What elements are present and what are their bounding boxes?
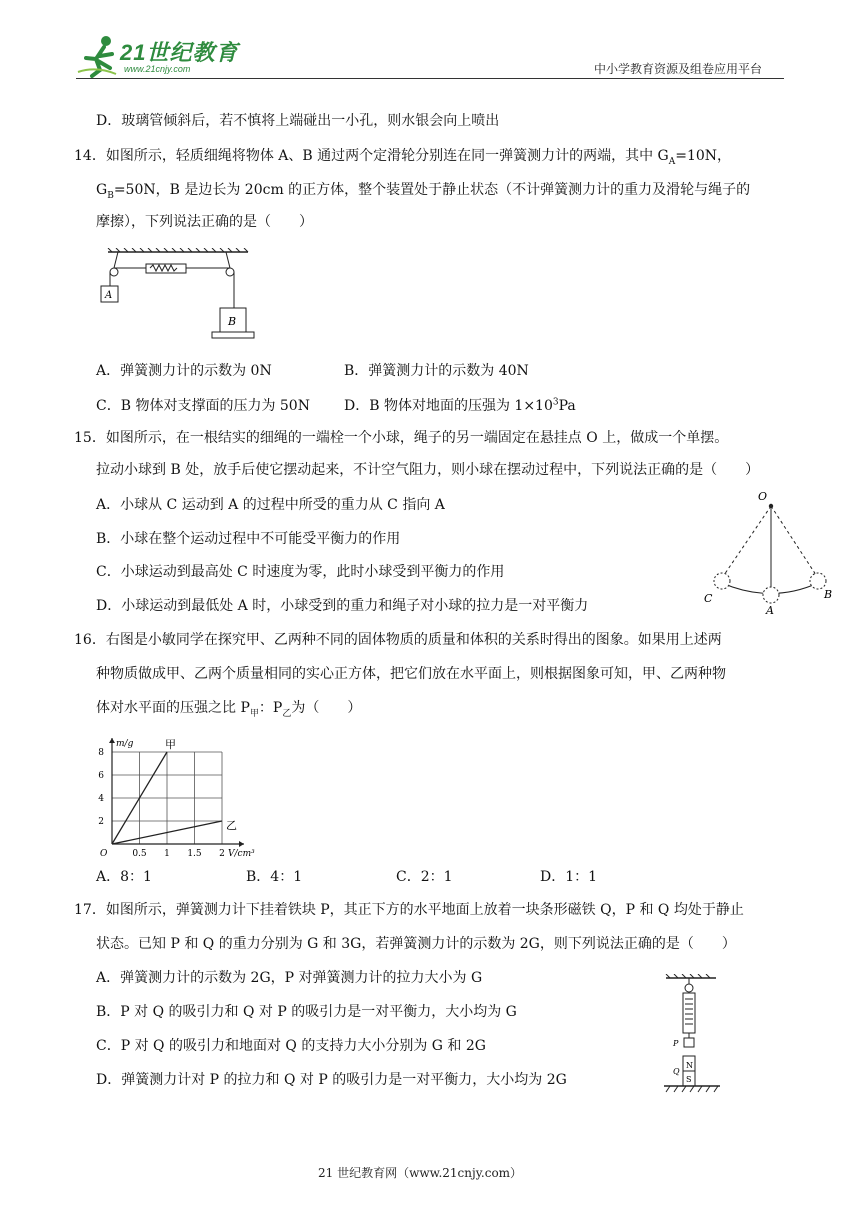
header-platform-name: 中小学教育资源及组卷应用平台 bbox=[594, 62, 763, 76]
q16-line2: 种物质做成甲、乙两个质量相同的实心正方体，把它们放在水平面上，则根据图象可知，甲、乙两种物 bbox=[96, 666, 726, 682]
logo-url: www.21cnjy.com bbox=[124, 64, 191, 74]
q14-option-b: B．弹簧测力计的示数为 40N bbox=[344, 363, 529, 379]
q15-fig-b-label: B bbox=[824, 588, 833, 601]
q17-fig-s-label: S bbox=[686, 1075, 692, 1084]
y-tick-label: 6 bbox=[98, 771, 104, 781]
q15-fig-a-label: A bbox=[766, 604, 774, 616]
q17-spring-magnet-figure bbox=[664, 974, 724, 1098]
series-label-yi: 乙 bbox=[226, 819, 237, 832]
q15-option-b: B．小球在整个运动过程中不可能受平衡力的作用 bbox=[96, 531, 401, 547]
q17-fig-p-label: P bbox=[673, 1039, 679, 1048]
q16-option-c: C．2：1 bbox=[396, 869, 453, 885]
q14-option-d: D．B 物体对地面的压强为 $1\times 10^3Pa$ bbox=[344, 397, 576, 414]
x-axis-label: V/cm³ bbox=[228, 849, 255, 859]
q15-line1: 15．如图所示，在一根结实的细绳的一端栓一个小球，绳子的另一端固定在悬挂点 O 上，做成一个单摆。 bbox=[74, 430, 729, 446]
q17-fig-n-label: N bbox=[686, 1061, 693, 1070]
logo-text: 21世纪教育 bbox=[120, 40, 239, 65]
x-tick-label: 1 bbox=[164, 849, 170, 859]
header-rule bbox=[76, 78, 784, 79]
series-label-jia: 甲 bbox=[165, 738, 176, 751]
q16-line3: 体对水平面的压强之比 $P_甲$：$P_乙$为（ ） bbox=[96, 700, 362, 719]
q16-option-d: D．1：1 bbox=[540, 869, 598, 885]
q14-line1: 14．如图所示，轻质细绳将物体 A、B 通过两个定滑轮分别连在同一弹簧测力计的两端，其中 $G_A=10N$， bbox=[74, 148, 732, 167]
q15-fig-c-label: C bbox=[704, 592, 713, 605]
q17-option-a: A．弹簧测力计的示数为 2G，P 对弹簧测力计的拉力大小为 G bbox=[96, 970, 483, 986]
q15-option-d: D．小球运动到最低处 A 时，小球受到的重力和绳子对小球的拉力是一对平衡力 bbox=[96, 598, 589, 614]
y-axis-arrow bbox=[109, 738, 115, 743]
x-tick-label: 1.5 bbox=[187, 849, 202, 859]
q17-line1: 17．如图所示，弹簧测力计下挂着铁块 P，其正下方的水平地面上放着一块条形磁铁 Q，P 和 Q 均处于静止 bbox=[74, 902, 744, 918]
q14-fig-a-label: A bbox=[105, 290, 113, 301]
q17-fig-q-label: Q bbox=[673, 1067, 680, 1076]
origin-label: O bbox=[100, 849, 108, 859]
q16-option-b: B．4：1 bbox=[246, 869, 303, 885]
q15-line2: 拉动小球到 B 处，放手后使它摆动起来，不计空气阻力，则小球在摆动过程中，下列说法正确的是（ ） bbox=[96, 462, 760, 478]
q14-line3: 摩擦），下列说法正确的是（ ） bbox=[96, 214, 313, 230]
q15-fig-o-label: O bbox=[758, 490, 768, 503]
q17-option-d: D．弹簧测力计对 P 的拉力和 Q 对 P 的吸引力是一对平衡力，大小均为 2G bbox=[96, 1072, 567, 1088]
header-logo bbox=[76, 30, 246, 80]
q17-option-b: B．P 对 Q 的吸引力和 Q 对 P 的吸引力是一对平衡力，大小均为 G bbox=[96, 1004, 517, 1020]
q16-line1: 16．右图是小敏同学在探究甲、乙两种不同的固体物质的质量和体积的关系时得出的图象。如果用上述两 bbox=[74, 632, 722, 648]
x-axis-arrow bbox=[239, 841, 244, 847]
q15-option-a: A．小球从 C 运动到 A 的过程中所受的重力从 C 指向 A bbox=[96, 497, 445, 513]
q14-pulley-figure bbox=[98, 248, 258, 342]
q14-fig-b-label: B bbox=[228, 315, 237, 328]
q13-option-d: D．玻璃管倾斜后，若不慎将上端碰出一小孔，则水银会向上喷出 bbox=[96, 113, 500, 129]
q17-option-c: C．P 对 Q 的吸引力和地面对 Q 的支持力大小分别为 G 和 2G bbox=[96, 1038, 486, 1054]
y-axis-label: m/g bbox=[116, 739, 134, 749]
q14-line2: $G_B=50N$，B 是边长为 20cm 的正方体，整个装置处于静止状态（不计弹簧测力计的重力及滑轮与绳子的 bbox=[96, 182, 751, 201]
q15-pendulum-figure bbox=[700, 486, 840, 616]
runner-logo-icon bbox=[76, 32, 122, 78]
q17-line2: 状态。已知 P 和 Q 的重力分别为 G 和 3G，若弹簧测力计的示数为 2G，则下列说法正确的是（ ） bbox=[96, 936, 736, 952]
x-tick-label: 0.5 bbox=[132, 849, 147, 859]
mass-volume-chart bbox=[88, 726, 284, 862]
x-tick-label: 2 bbox=[219, 849, 225, 859]
q16-option-a: A．8：1 bbox=[96, 869, 152, 885]
y-tick-label: 4 bbox=[98, 794, 104, 804]
footer: 21 世纪教育网（www.21cnjy.com） bbox=[318, 1166, 523, 1180]
q14-option-c: C．B 物体对支撑面的压力为 50N bbox=[96, 398, 310, 414]
y-tick-label: 2 bbox=[98, 817, 104, 827]
q14-option-a: A．弹簧测力计的示数为 0N bbox=[96, 363, 272, 379]
q15-option-c: C．小球运动到最高处 C 时速度为零，此时小球受到平衡力的作用 bbox=[96, 564, 505, 580]
y-tick-label: 8 bbox=[98, 748, 104, 758]
